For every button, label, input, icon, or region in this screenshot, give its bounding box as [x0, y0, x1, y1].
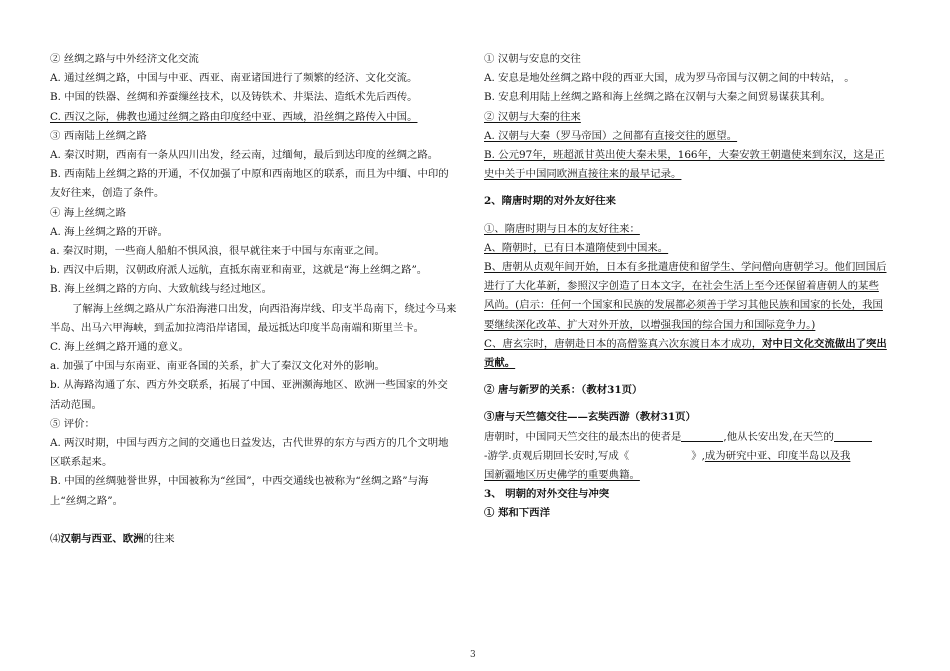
section-heading-sui-tang: 2、隋唐时期的对外友好往来	[484, 195, 616, 208]
text-fragment: ,他从长安出发,在天竺的	[723, 430, 834, 443]
page-number: 3	[470, 650, 476, 660]
text-line: A. 海上丝绸之路的开辟。	[50, 225, 169, 238]
text-line: a. 秦汉时期，一些商人船舶不惧风浪，很早就往来于中国与东南亚之间。	[50, 245, 385, 258]
text-line: B. 安息利用陆上丝绸之路和海上丝绸之路在汉朝与大秦之间贸易谋获其利。	[484, 91, 831, 104]
bold-underlined-text: 对中日文化交流做出了突出	[762, 337, 887, 350]
underlined-text: C、唐玄宗时，唐朝赴日本的高僧鉴真六次东渡日本才成功，	[484, 337, 763, 350]
text-line: 了解海上丝绸之路从广东沿海港口出发，向西沿海岸线、印支半岛南下，绕过今马来	[72, 302, 457, 315]
underlined-text: 成为研究中亚、印度半岛以及我	[704, 449, 851, 462]
section-heading-ming: 3、 明朝的对外交往与冲突	[484, 488, 610, 501]
heading-southwest-silk-road: ③ 西南陆上丝绸之路	[50, 129, 147, 142]
text-line: b. 西汉中后期，汉朝政府派人远航，直抵东南亚和南亚，这就是“海上丝绸之路”。	[50, 264, 428, 277]
text-line: b. 从海路沟通了东、西方外交联系，拓展了中国、亚洲濒海地区、欧洲一些国家的外交	[50, 379, 448, 392]
heading-number: ⑷	[50, 532, 61, 545]
heading-maritime-silk-road: ④ 海上丝绸之路	[50, 206, 127, 219]
spacer	[484, 212, 902, 220]
text-line: B. 中国的铁器、丝绸和养蚕缫丝技术，以及铸铁术、井渠法、造纸术先后西传。	[50, 91, 418, 104]
text-line: a. 加强了中国与东南亚、南亚各国的关系，扩大了秦汉文化对外的影响。	[50, 360, 385, 373]
underlined-text-line: A. 汉朝与大秦（罗马帝国）之间都有直接交往的愿望。	[484, 129, 738, 142]
text-line: A. 通过丝绸之路，中国与中亚、西亚、南亚诸国进行了频繁的经济、文化交流。	[50, 72, 418, 85]
left-column	[50, 50, 468, 549]
spacer	[484, 400, 902, 408]
text-line: 区联系起来。	[50, 456, 113, 469]
heading-evaluation: ⑤ 评价：	[50, 417, 95, 430]
underlined-text-line: C. 西汉之际，佛教也通过丝绸之路由印度经中亚、西域，沿丝绸之路传入中国。	[50, 110, 418, 123]
fill-in-line	[484, 447, 902, 466]
underlined-text-line: 史中关于中国同欧洲直接往来的最早记录。	[484, 168, 682, 181]
underlined-text-line: B、唐朝从贞观年间开始，日本有多批遣唐使和留学生、学问僧向唐朝学习。他们回国后	[484, 261, 887, 274]
heading-han-west-asia-europe	[50, 530, 468, 549]
spacer	[484, 373, 902, 381]
text-line: B. 西南陆上丝绸之路的开通，不仅加强了中原和西南地区的联系，而且为中缅、中印的	[50, 168, 449, 181]
text-line: C. 海上丝绸之路开通的意义。	[50, 341, 189, 354]
text-line: 半岛、出马六甲海峡，到孟加拉湾沿岸诸国，最远抵达印度半岛南端和斯里兰卡。	[50, 321, 425, 334]
text-line: B. 海上丝绸之路的方向、大致航线与经过地区。	[50, 283, 273, 296]
subheading-zheng-he: ① 郑和下西洋	[484, 507, 550, 520]
underlined-text-line: 风尚。(启示：任何一个国家和民族的发展都必须善于学习其他民族和国家的长处，我国	[484, 299, 883, 312]
heading-silk-road-exchange: ② 丝绸之路与中外经济文化交流	[50, 53, 199, 65]
text-line: 活动范围。	[50, 398, 102, 411]
heading-tail-text: 的往来	[143, 532, 175, 545]
subheading-tianzhu: ③唐与天竺德交往——玄奘西游（教材31页）	[484, 411, 696, 424]
text-line: A. 秦汉时期，西南有一条从四川出发，经云南，过缅甸，最后到达印度的丝绸之路。	[50, 149, 439, 162]
underlined-text-line: 进行了大化革新，参照汉字创造了日本文字，在社会生活上至今还保留着唐朝人的某些	[484, 280, 879, 293]
fill-in-line	[484, 428, 902, 447]
underlined-text-line: 要继续深化改革、扩大对外开放，以增强我国的综合国力和国际竞争力。)	[484, 318, 816, 331]
underlined-text-line: A、隋朝时，已有日本遣隋使到中国来。	[484, 241, 669, 254]
fill-in-blank[interactable]	[681, 429, 723, 442]
subheading-silla: ② 唐与新罗的关系：（教材31页）	[484, 384, 643, 397]
text-line: 上“丝绸之路”。	[50, 494, 123, 507]
text-line-jianzhen	[484, 335, 902, 354]
underlined-text-line: B. 公元97年，班超派甘英出使大秦未果，166年，大秦安敦王朝遣使来到东汉，这是正	[484, 149, 885, 162]
text-fragment: -游学.贞观后期回长安时,写成《	[484, 449, 630, 462]
heading-han-anxi: ① 汉朝与安息的交往	[484, 53, 581, 65]
fill-in-blank[interactable]	[834, 429, 872, 442]
underlined-text-line: 国新疆地区历史佛学的重要典籍。	[484, 469, 640, 482]
spacer	[484, 184, 902, 192]
text-line: 友好往来，创造了条件。	[50, 187, 165, 200]
bold-underlined-text-line: 贡献。	[484, 357, 516, 370]
text-line: A. 两汉时期，中国与西方之间的交通也日益发达，古代世界的东方与西方的几个文明地	[50, 437, 449, 450]
text-fragment: 唐朝时，中国同天竺交往的最杰出的使者是	[484, 430, 682, 443]
fill-in-blank[interactable]	[629, 448, 691, 461]
spacer	[50, 511, 468, 530]
subheading-japan: ①、隋唐时期与日本的友好往来：	[484, 222, 640, 235]
text-line: A. 安息是地处丝绸之路中段的西亚大国，成为罗马帝国与汉朝之间的中转站， 。	[484, 72, 855, 85]
heading-bold-text: 汉朝与西亚、欧洲	[60, 532, 144, 545]
text-line: B. 中国的丝绸驰誉世界，中国被称为“丝国”，中西交通线也被称为“丝绸之路”与海	[50, 475, 429, 488]
text-fragment: 》,	[691, 449, 705, 462]
right-column	[484, 50, 902, 524]
heading-han-daqin: ② 汉朝与大秦的往来	[484, 110, 581, 123]
